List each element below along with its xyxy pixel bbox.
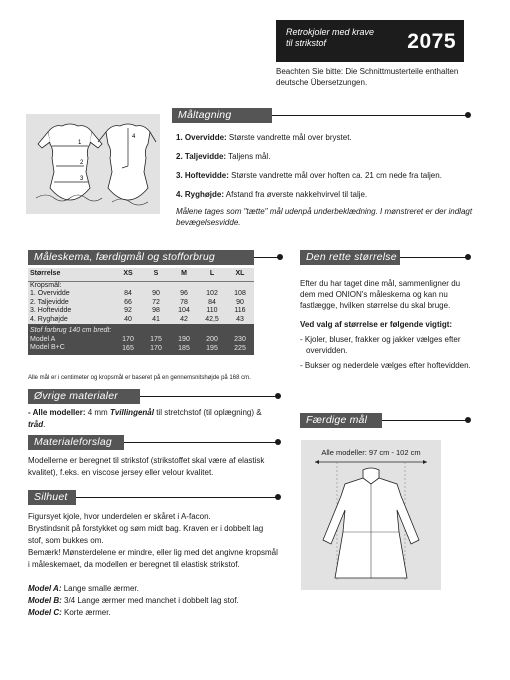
section-header-rette-storrelse: Den rette størrelse <box>300 250 400 265</box>
body-measurement-figure <box>26 114 160 214</box>
divider <box>124 442 278 443</box>
table-row: 4. Ryghøjde 40 41 42 42,5 43 <box>30 315 244 323</box>
section-header-maltagning: Måltagning <box>172 108 272 123</box>
table-row: 3. Hoftevidde 92 98 104 110 116 <box>30 307 246 314</box>
table-row: Model A 170 175 190 200 230 <box>28 336 254 345</box>
table-header-row: Størrelse XS S M L XL <box>28 268 254 281</box>
size-rule: - Bukser og nederdele vælges efter hoftevidden. <box>300 361 471 370</box>
section-header-faerdige-mal: Færdige mål <box>300 413 382 428</box>
table-note: Alle mål er i centimeter og kropsmål er baseret på en gennemsnitshøjde på 168 cm. <box>28 375 251 381</box>
table-row: 2. Taljevidde 66 72 78 84 90 <box>30 298 244 306</box>
divider-dot <box>275 494 281 500</box>
size-rule: - Kjoler, bluser, frakker og jakker vælges efter overvidden. <box>300 335 461 355</box>
pattern-number: 2075 <box>407 30 456 53</box>
table-row: Model B+C 165 170 185 195 225 <box>28 344 254 355</box>
pattern-title: Retrokjoler med krave til strikstof <box>286 27 375 48</box>
correct-size-text: Efter du har taget dine mål, sammenligner du dem med ONION's måleskema og kan nu fastlægge, hvilken størrelse du skal bruge. Ved valg af størrelse er følgende vigtigt: - Kjoler, bluser, frakker og jakker vælges efter overvidden. - Bukser og nederdele vælges efter hoftevidden. <box>300 278 476 371</box>
measure-note: Målene tages som "tætte" mål udenpå underbeklædning. I mønstreret er der indlagt bevægelsesvidde. <box>176 207 473 227</box>
measure-item: 1. Overvidde: Største vandrette mål over brystet. <box>176 133 352 142</box>
silhouette-description: Figursyet kjole, hvor underdelen er skåret i A-facon. Brystindsnit på forstykket og søm midt bag. Kraven er i dobbelt lag stof, som bukkes om. Bemærk! Mønsterdelene er mindre, eller lig med det angivne kropsmål i måleskemaet, da modellen er beregnet til elastisk strikstof. Model A: Lange smalle ærmer. Model B: 3/4 Lange ærmer med manchet i dobbelt lag stof. Model C: Korte ærmer. <box>28 512 278 617</box>
divider <box>272 115 468 116</box>
model-a: Model A: Lange smalle ærmer. <box>28 584 139 593</box>
divider <box>400 257 468 258</box>
measurement-instructions <box>176 132 476 228</box>
other-materials-text: - Alle modeller: 4 mm Tvillingenål til stretchstof (til oplægning) & tråd. <box>28 408 262 429</box>
model-c: Model C: Korte ærmer. <box>28 608 111 617</box>
divider-dot <box>277 254 283 260</box>
divider <box>382 420 468 421</box>
measure-item: 3. Hoftevidde: Største vandrette mål over hoften ca. 21 cm nede fra taljen. <box>176 171 442 180</box>
divider-dot <box>465 417 471 423</box>
section-header-maleskema: Måleskema, færdigmål og stofforbrug <box>28 250 254 265</box>
section-header-ovrige: Øvrige materialer <box>28 389 140 404</box>
finished-garment-figure <box>301 440 441 590</box>
divider-dot <box>465 254 471 260</box>
section-header-materialeforslag: Materialeforslag <box>28 435 124 450</box>
model-b: Model B: 3/4 Lange ærmer med manchet i dobbelt lag stof. <box>28 596 239 605</box>
table-row: 1. Overvidde 84 90 96 102 108 <box>30 290 246 297</box>
divider <box>76 497 278 498</box>
figure-label-4: 4 <box>132 134 136 140</box>
figure-label-1: 1 <box>78 140 82 146</box>
finished-measure-label: Alle modeller: 97 cm - 102 cm <box>321 448 421 457</box>
measure-item: 4. Ryghøjde: Afstand fra øverste nakkehvirvel til talje. <box>176 190 368 199</box>
figure-label-2: 2 <box>80 160 84 166</box>
section-header-silhuet: Silhuet <box>28 490 76 505</box>
table-subheader: Kropsmål: <box>30 281 62 289</box>
size-table <box>28 268 254 355</box>
measure-item: 2. Taljevidde: Taljens mål. <box>176 152 271 161</box>
fabric-header-row: Stof forbrug 140 cm bredt: <box>28 324 254 336</box>
divider <box>140 396 278 397</box>
divider-dot <box>465 112 471 118</box>
divider-dot <box>275 439 281 445</box>
divider-dot <box>275 393 281 399</box>
pattern-title-box <box>276 20 464 62</box>
material-suggestion-text: Modellerne er beregnet til strikstof (strikstoffet skal være af elastisk kvalitet), f.eks. en viscose jersey eller velour kvalitet. <box>28 456 265 477</box>
translation-notice: Beachten Sie bitte: Die Schnittmusterteile enthalten deutsche Übersetzungen. <box>276 67 459 87</box>
figure-label-3: 3 <box>80 176 84 182</box>
